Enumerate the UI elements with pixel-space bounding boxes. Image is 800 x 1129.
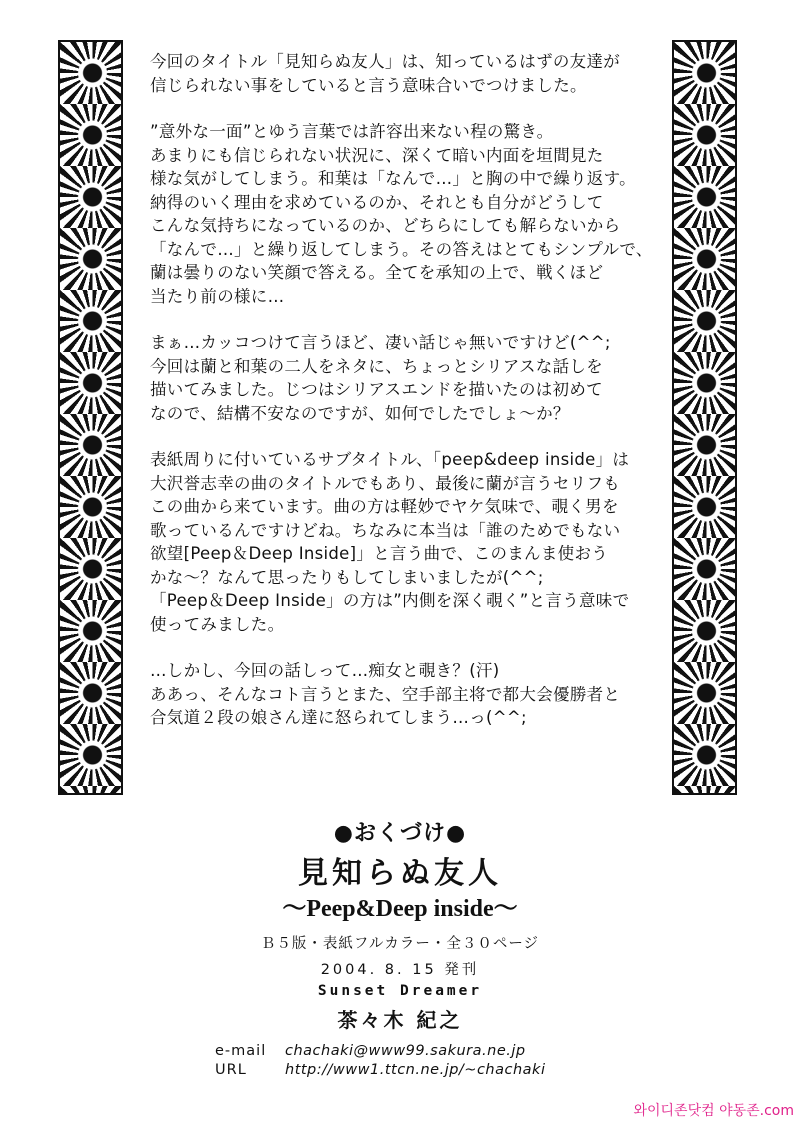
- text-line: かな〜？なんて思ったりもしてしまいましたが(^^;: [150, 567, 544, 587]
- text-line: 表紙周りに付いているサブタイトル、「peep&deep inside」は: [150, 450, 630, 469]
- text-line: 今回のタイトル「見知らぬ友人」は、知っているはずの友達が: [150, 52, 621, 71]
- text-line: あまりにも信じられない状況に、深くて暗い内面を垣間見た: [150, 145, 604, 165]
- afterword-text: [150, 50, 653, 753]
- sunflower-border-right: [672, 40, 737, 795]
- text-line: 使ってみました。: [150, 614, 285, 634]
- text-line: こんな気持ちになっているのか、どちらにしても解らないから: [150, 216, 621, 235]
- url-row: [215, 1061, 545, 1080]
- url-label: URL: [215, 1062, 247, 1078]
- text-line: 「なんで…」と繰り返してしまう。その答えはとてもシンプルで、: [150, 239, 653, 259]
- email-address: chachaki@www99.sakura.ne.jp: [285, 1043, 526, 1059]
- book-format: Ｂ５版・表紙フルカラー・全３０ページ: [260, 936, 540, 952]
- paragraph: [150, 50, 650, 97]
- email-label: e-mail: [215, 1043, 267, 1059]
- text-line: ”意外な一面”とゆう言葉では許容出来ない程の驚き。: [150, 122, 554, 141]
- text-line: 蘭は曇りのない笑顔で答える。全てを承知の上で、戦くほど: [150, 263, 604, 282]
- text-line: まぁ…カッコつけて言うほど、凄い話じゃ無いですけど(^^;: [150, 333, 611, 352]
- author-name: 茶々木 紀之: [337, 1008, 463, 1032]
- text-line: 合気道２段の娘さん達に怒られてしまう…っ(^^;: [150, 708, 527, 727]
- text-line: 描いてみました。じつはシリアスエンドを描いたのは初めて: [150, 380, 603, 399]
- book-title: 見知らぬ友人: [298, 856, 502, 891]
- colophon-heading: ●おくづけ●: [333, 821, 467, 846]
- text-line: 歌っているんですけどね。ちなみに本当は「誰のためでもない: [150, 520, 621, 540]
- text-line: 納得のいく理由を求めているのか、それとも自分がどうして: [150, 192, 604, 212]
- text-line: 様な気がしてしまう。和葉は「なんで…」と胸の中で繰り返す。: [150, 169, 636, 188]
- text-line: 「Peep＆Deep Inside」の方は”内側を深く覗く”と言う意味で: [150, 591, 630, 610]
- text-line: なので、結構不安なのですが、如何でしたでしょ〜か？: [150, 403, 570, 423]
- watermark-text: 와이디존닷컴 야동존.com: [633, 1103, 794, 1119]
- book-subtitle: 〜Peep&Deep inside〜: [282, 896, 518, 922]
- text-line: ああっ、そんなコト言うとまた、空手部主将で都大会優勝者と: [150, 684, 621, 704]
- text-line: 大沢誉志幸の曲のタイトルでもあり、最後に蘭が言うセリフも: [150, 473, 621, 493]
- paragraph: [150, 448, 650, 636]
- email-row: [215, 1042, 545, 1061]
- sunflower-border-left: [58, 40, 123, 795]
- paragraph: [150, 331, 650, 425]
- text-line: 信じられない事をしていると言う意味合いでつけました。: [150, 75, 587, 95]
- text-line: この曲から来ています。曲の方は軽妙でヤケ気味で、覗く男を: [150, 497, 619, 516]
- circle-name: Sunset Dreamer: [317, 983, 483, 999]
- text-line: 今回は蘭と和葉の二人をネタに、ちょっとシリアスな話しを: [150, 356, 603, 376]
- website-url: http://www1.ttcn.ne.jp/~chachaki: [285, 1062, 546, 1078]
- publication-date: 2004. 8. 15 発刊: [320, 962, 480, 978]
- text-line: 当たり前の様に…: [150, 286, 285, 306]
- contact-info: [215, 1042, 545, 1080]
- paragraph: [150, 120, 653, 308]
- text-line: …しかし、今回の話しって…痴女と覗き？(汗): [150, 661, 500, 680]
- text-line: 欲望[Peep＆Deep Inside]」と言う曲で、このまんま使おう: [150, 544, 609, 563]
- paragraph: [150, 659, 650, 730]
